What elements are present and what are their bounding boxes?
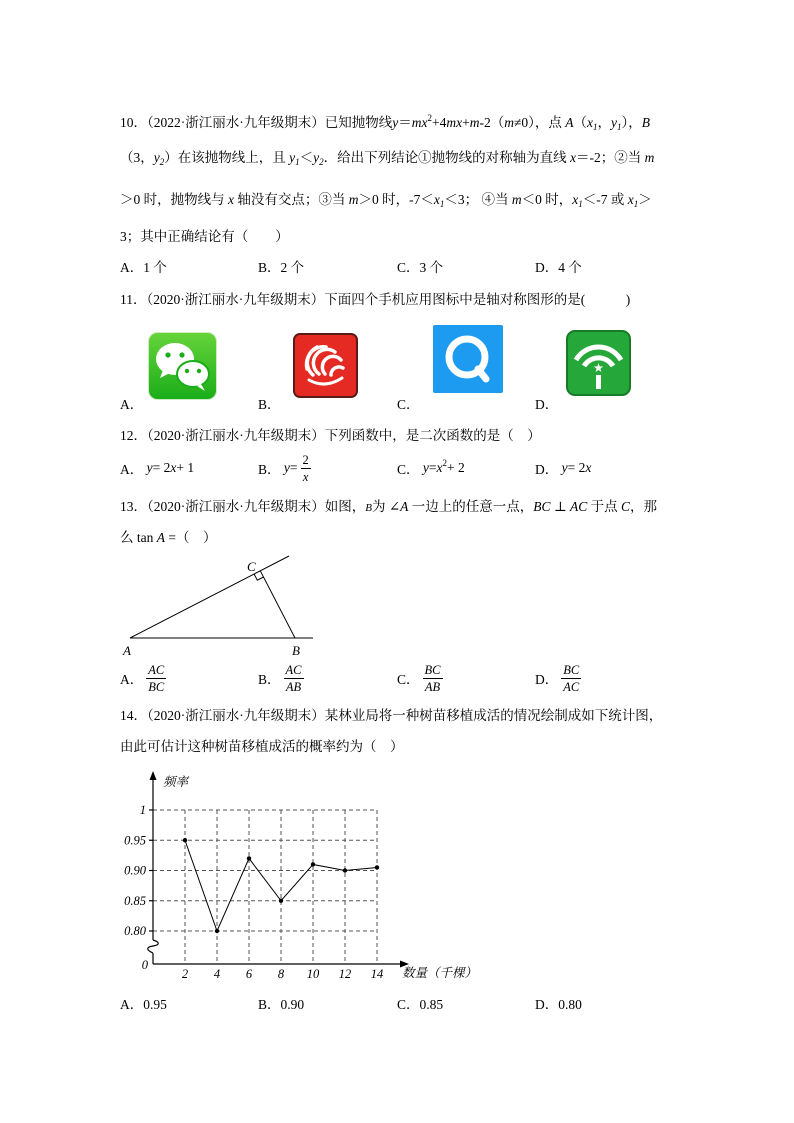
- y-tick-label: 0.95: [124, 833, 146, 848]
- data-point: [247, 856, 251, 860]
- bubble-eye: [179, 352, 184, 357]
- option-label: A．: [120, 672, 144, 687]
- fraction: [301, 453, 311, 484]
- y-axis-label: 频率: [163, 775, 189, 789]
- option-label: C．: [397, 672, 420, 687]
- data-point: [215, 929, 219, 933]
- q12-option-c: [397, 452, 465, 484]
- subscript: 2: [319, 157, 324, 167]
- q14-option-b: B．0.90: [258, 997, 305, 1012]
- text: 为 ∠: [371, 499, 401, 514]
- wechat-icon: [148, 332, 217, 400]
- text: ≠0），点: [514, 115, 566, 130]
- math-var: x: [587, 115, 594, 130]
- q13-option-a: [120, 661, 169, 695]
- text: -2（: [479, 115, 505, 130]
- q10-option-d: D．4 个: [535, 260, 582, 275]
- math-var: y: [392, 115, 399, 130]
- fraction: [423, 663, 443, 694]
- x-tick-label: 14: [370, 967, 384, 981]
- bubble-eye: [185, 369, 189, 373]
- signal-bar: [596, 375, 601, 389]
- q13-line-1: [120, 499, 657, 515]
- q12-option-d: [535, 452, 591, 484]
- x-tick-label: 12: [338, 967, 352, 981]
- vertex-label-a: A: [123, 643, 131, 658]
- subscript: 1: [633, 199, 639, 209]
- text: （: [573, 115, 588, 130]
- q11-option-d: D．: [535, 397, 559, 412]
- q13-option-b: [258, 661, 307, 695]
- math-var: x: [433, 192, 440, 207]
- q14-option-c: C．0.85: [397, 997, 444, 1012]
- icon-background: [294, 334, 357, 397]
- math-var: B: [641, 115, 651, 130]
- math-var: y: [289, 150, 296, 165]
- subscript: 1: [295, 157, 300, 167]
- math-var: x: [436, 460, 443, 475]
- q14-line-1: 14．（2020·浙江丽水·九年级期末）某林业局将一种树苗移植成活的情况绘制成如下统计图，: [120, 708, 663, 723]
- text: 10．（2022·浙江丽水·九年级期末）已知抛物线: [120, 115, 393, 130]
- math-var: A: [156, 530, 165, 545]
- denominator: AB: [285, 679, 302, 694]
- math-var: B: [365, 502, 372, 514]
- q11-option-b: B．: [258, 397, 281, 412]
- fraction: [146, 663, 166, 694]
- q13-option-c: [397, 661, 446, 695]
- math-var: BC: [533, 499, 551, 514]
- q13-line-2: [120, 530, 217, 546]
- math-var: AC: [570, 499, 588, 514]
- q11-question: 11．（2020·浙江丽水·九年级期末）下面四个手机应用图标中是轴对称图形的是( ): [120, 292, 631, 307]
- data-point: [343, 868, 347, 872]
- exponent: 2: [427, 113, 432, 123]
- denominator: BC: [148, 679, 165, 694]
- text: = 2: [152, 460, 171, 475]
- q13-option-d: [535, 661, 584, 695]
- denominator: x: [302, 469, 309, 484]
- subscript: 1: [578, 199, 583, 209]
- text: ＜: [299, 150, 314, 165]
- math-var: m: [511, 192, 522, 207]
- text: =（ ）: [165, 530, 217, 545]
- search-q-icon: [433, 325, 503, 393]
- math-var: y: [146, 460, 153, 475]
- text: ，那: [630, 499, 658, 514]
- exponent: 2: [442, 458, 448, 468]
- math-var: y: [611, 115, 618, 130]
- text: ＞0 时，-7＜: [358, 192, 434, 207]
- q14-option-d: D．0.80: [535, 997, 582, 1012]
- subscript: 2: [159, 157, 165, 167]
- q10-option-a: A．1 个: [120, 260, 167, 275]
- fraction: [561, 663, 581, 694]
- text: ＜0 时，: [521, 192, 573, 207]
- q12-question: 12．（2020·浙江丽水·九年级期末）下列函数中，是二次函数的是（ ）: [120, 428, 541, 443]
- math-var: m: [644, 150, 655, 165]
- denominator: AC: [563, 679, 580, 694]
- math-var: x: [228, 192, 234, 207]
- numerator: AC: [148, 662, 165, 677]
- math-var: y: [561, 460, 568, 475]
- text: =: [428, 460, 437, 475]
- q10-option-c: C．3 个: [397, 260, 444, 275]
- text: =: [289, 460, 298, 475]
- math-var: mx: [446, 115, 463, 130]
- y-tick-label: 0.90: [124, 863, 146, 878]
- math-var: x: [572, 192, 579, 207]
- wifi-signal-icon: [566, 330, 631, 396]
- text: 于点: [587, 499, 622, 514]
- q10-line-3: [120, 192, 652, 208]
- numerator: BC: [563, 662, 580, 677]
- option-label: C．: [397, 462, 420, 477]
- numerator: 2: [302, 452, 309, 467]
- text: ．给出下列结论①抛物线的对称轴为直线: [323, 150, 570, 165]
- numerator: BC: [424, 662, 441, 677]
- text: = 2: [567, 460, 586, 475]
- data-point: [183, 838, 187, 842]
- text: ＝: [398, 115, 412, 130]
- frequency-line-chart: [120, 765, 490, 985]
- q14-option-a: A．0.95: [120, 997, 167, 1012]
- icon-background: [433, 325, 503, 393]
- q10-option-b: B．2 个: [258, 260, 305, 275]
- text: ＞0 时，抛物线与: [120, 192, 228, 207]
- text: +4: [432, 115, 447, 130]
- data-point: [311, 862, 315, 866]
- x-axis-label: 数量（千棵）: [402, 966, 478, 980]
- y-tick-label: 0.85: [124, 893, 146, 908]
- option-label: B．: [258, 672, 281, 687]
- math-var: x: [570, 150, 576, 165]
- text: +: [462, 115, 470, 130]
- q10-line-2: [120, 150, 654, 166]
- option-label: B．: [258, 462, 281, 477]
- vertex-label-b: B: [292, 643, 300, 658]
- q11-option-c: C．: [397, 397, 420, 412]
- math-var: y: [422, 460, 429, 475]
- text: ），: [621, 115, 642, 130]
- math-var: y: [313, 150, 320, 165]
- math-var: C: [621, 499, 631, 514]
- vertex-label-c: C: [247, 559, 256, 574]
- bubble-eye: [165, 352, 170, 357]
- q14-line-2: 由此可估计这种树苗移植成活的概率约为（ ）: [120, 739, 404, 754]
- subscript: 1: [617, 122, 622, 132]
- denominator: AB: [424, 679, 441, 694]
- math-var: y: [153, 150, 160, 165]
- text: ＜-7 或: [582, 192, 628, 207]
- q11-option-a: A．: [120, 397, 144, 412]
- chart-marks: [124, 803, 383, 981]
- axis-break: [148, 940, 159, 953]
- text: 一边上的任意一点，: [408, 499, 534, 514]
- text: ，: [597, 115, 612, 130]
- y-tick-label: 1: [139, 803, 146, 817]
- text: 轴没有交点；③当: [234, 192, 349, 207]
- math-var: m: [469, 115, 480, 130]
- math-var: m: [348, 192, 359, 207]
- q10-line-1: [120, 110, 651, 132]
- option-label: A．: [120, 462, 144, 477]
- subscript: 1: [593, 122, 598, 132]
- text: ⊥: [550, 499, 571, 514]
- x-tick-label: 8: [277, 967, 285, 981]
- line-bc: [260, 571, 295, 638]
- math-var: y: [283, 460, 290, 475]
- x-tick-label: 4: [213, 967, 221, 981]
- option-label: D．: [535, 672, 559, 687]
- small-chat-bubble: [177, 361, 209, 387]
- bubble-eye: [197, 369, 201, 373]
- math-var: m: [504, 115, 514, 130]
- triangle-figure: [115, 545, 325, 660]
- q12-option-b: [258, 452, 314, 484]
- text: ＝-2；②当: [576, 150, 645, 165]
- y-tick-label: 0.80: [124, 924, 146, 938]
- text: 13．（2020·浙江丽水·九年级期末）如图，: [120, 499, 366, 514]
- option-label: D．: [535, 462, 559, 477]
- y-axis-arrow: [150, 771, 157, 780]
- text: + 1: [176, 460, 195, 475]
- x-tick-label: 10: [306, 967, 320, 981]
- data-point: [279, 899, 283, 903]
- math-var: x: [170, 460, 177, 475]
- line-ac-ray: [130, 556, 289, 638]
- math-var: A: [400, 499, 409, 514]
- fraction: [284, 663, 304, 694]
- text: ＞: [638, 192, 652, 207]
- x-tick-label: 2: [181, 967, 189, 981]
- phoenix-news-icon: [293, 333, 358, 398]
- subscript: 1: [439, 199, 445, 209]
- math-var: x: [627, 192, 634, 207]
- origin-label: 0: [141, 958, 148, 972]
- text: ）在该抛物线上，且: [164, 150, 290, 165]
- math-var: A: [565, 115, 574, 130]
- text: （3，: [120, 150, 154, 165]
- math-var: mx: [411, 115, 428, 130]
- q12-option-a: [120, 452, 194, 484]
- text: + 2: [447, 460, 465, 475]
- text: ＜3； ④当: [444, 192, 512, 207]
- text: 么 tan: [120, 530, 154, 545]
- math-var: x: [585, 460, 592, 475]
- numerator: AC: [285, 662, 302, 677]
- data-point: [375, 865, 379, 869]
- q10-line-4: 3；其中正确结论有（ ）: [120, 229, 289, 244]
- x-tick-label: 6: [245, 967, 253, 981]
